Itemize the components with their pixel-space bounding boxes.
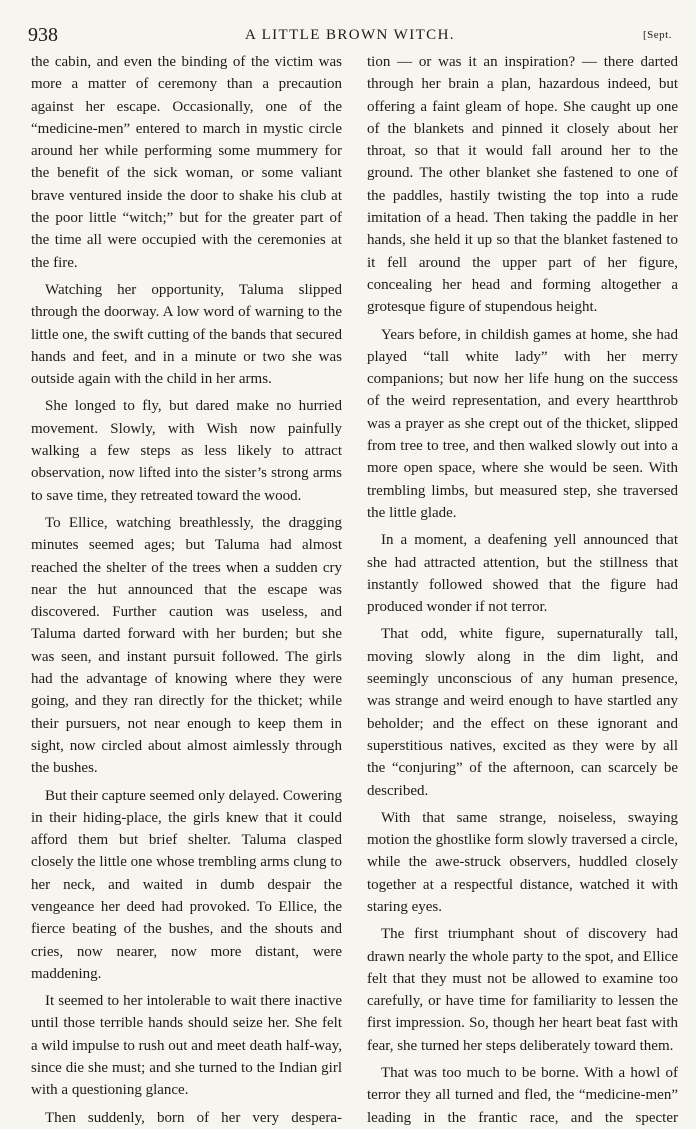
- paragraph: She longed to fly, but dared make no hurried movement. Slowly, with Wish now painfully walking a few steps as less likely to attract observation, now lifted into the sister’s strong arms to save time, they retreated toward the wood.: [31, 398, 342, 504]
- paragraph: In a moment, a deafening yell announced that she had attracted attention, but the stillness that instantly followed showed that the figure had produced wonder if not terror.: [367, 532, 678, 616]
- paragraph: That was too much to be borne. With a howl of terror they all turned and fled, the “medicine-men” leading in the frantic race, and the specter: [367, 1065, 678, 1126]
- issue-month: [Sept.: [643, 29, 672, 41]
- paragraph: Then suddenly, born of her very despera-: [45, 1109, 342, 1126]
- paragraph: the cabin, and even the binding of the victim was more a matter of ceremony than a precaution against her escape. Occasionally, one of the “medicine-men” entered to march in mystic circle around her while performing some mummery for the benefit of the sick woman, or some valiant brave ventured inside the door to shake his club at the poor little “witch;” but for the greater part of the time all were occupied with the ceremonies at the fire.: [31, 54, 342, 271]
- page-header: [28, 24, 672, 50]
- paragraph: With that same strange, noiseless, swaying motion the ghostlike form slowly traversed a circle, while the awe-struck observers, huddled closely together at a respectful distance, watched it with staring eyes.: [367, 809, 678, 915]
- paragraph: Watching her opportunity, Taluma slipped through the doorway. A low word of warning to the little one, the swift cutting of the bands that secured hands and feet, and in a minute or two she was outside again with the child in her arms.: [31, 281, 342, 388]
- right-column: [367, 51, 678, 1129]
- paragraph: But their capture seemed only delayed. Cowering in their hiding-place, the girls knew that it could afford them but brief shelter. Taluma clasped closely the little one whose trembling arms clung to her neck, and waited in dumb despair the vengeance her deed had provoked. To Ellice, the fierce beating of the bushes, and the shouts and cries, now nearer, now more distant, were maddening.: [31, 787, 342, 982]
- page-number: 938: [28, 24, 58, 46]
- running-title: A LITTLE BROWN WITCH.: [245, 27, 455, 43]
- paragraph: To Ellice, watching breathlessly, the dragging minutes seemed ages; but Taluma had almost reached the shelter of the trees when a sudden cry near the hut announced that the escape was discovered. Further caution was useless, and Taluma darted forward with her burden; but she was seen, and instant pursuit followed. The girls had the advantage of knowing where they were going, and they ran directly for the thicket; while their pursuers, not near enough to keep them in sight, now circled about almost aimlessly through the bushes.: [31, 514, 342, 777]
- paragraph: It seemed to her intolerable to wait there inactive until those terrible hands should seize her. She felt a wild impulse to rush out and meet death half-way, since die she must; and she turned to the Indian girl with a questioning glance.: [31, 993, 342, 1099]
- paragraph: tion — or was it an inspiration? — there darted through her brain a plan, hazardous indeed, but offering a faint gleam of hope. She caught up one of the blankets and pinned it closely about her throat, so that it would fall around her to the ground. The other blanket she fastened to one of the paddles, hastily twisting the top into a rude imitation of a head. Then taking the paddle in her hands, she held it up so that the blanket fastened to it fell around the upper part of her figure, concealing her head and forming altogether a grotesque figure of stupendous height.: [367, 54, 678, 316]
- paragraph: Years before, in childish games at home, she had played “tall white lady” with her merry companions; but now her life hung on the success of the weird representation, and every heartthrob was a prayer as she crept out of the thicket, slipped from tree to tree, and then walked slowly out into a more open space, where she would be seen. With trembling limbs, but measured step, she traversed the little glade.: [367, 326, 678, 521]
- left-column: [31, 51, 342, 1129]
- paragraph: The first triumphant shout of discovery had drawn nearly the whole party to the spot, and Ellice felt that they must not be allowed to examine too carefully, or have time for familiarity to lessen the first impression. So, though her heart beat fast with fear, she turned her steps deliberately toward them.: [367, 926, 678, 1054]
- paragraph: That odd, white figure, supernaturally tall, moving slowly along in the dim light, and seemingly unconscious of any human presence, was strange and weird enough to have startled any beholder; and the effect on these ignorant and superstitious natives, excited as they were by all the “conjuring” of the afternoon, can scarcely be described.: [367, 626, 678, 799]
